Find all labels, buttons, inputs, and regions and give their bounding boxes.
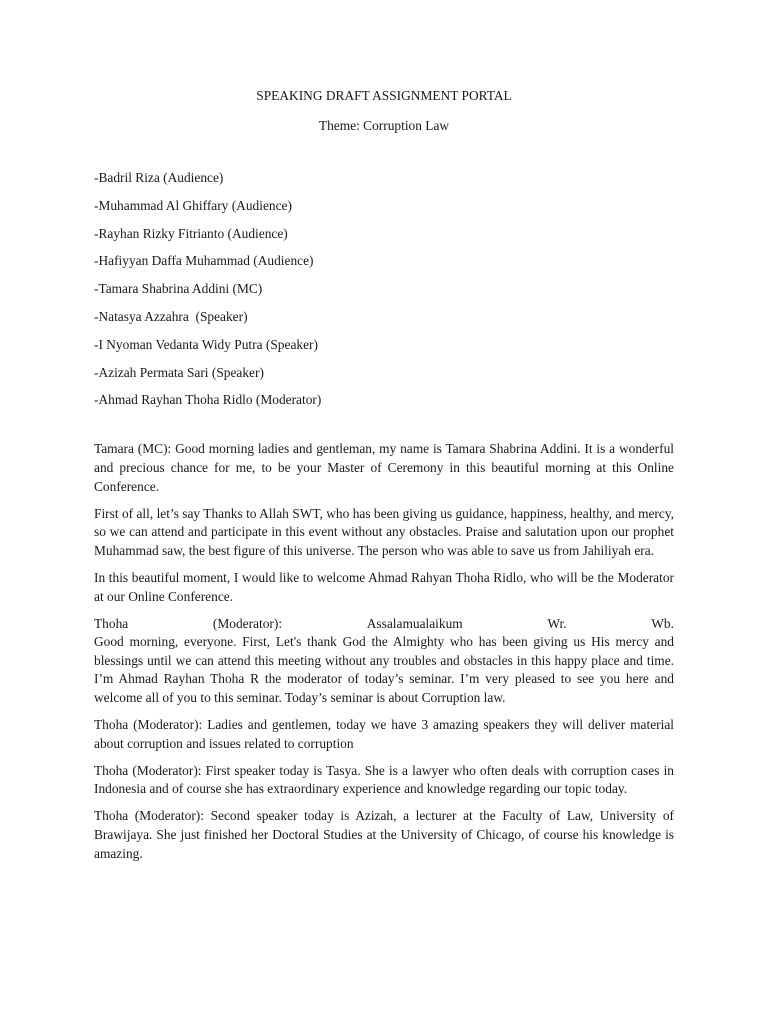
participant-item: -Hafiyyan Daffa Muhammad (Audience) — [94, 253, 314, 269]
head-word: Assalamualaikum — [366, 615, 463, 631]
paragraph-mc-opening: Tamara (MC): Good morning ladies and gentleman, my name is Tamara Shabrina Addini. It is a wonderful and precious chance for me, to be your Master of Ceremony in this beautiful morning at this Online Conference. — [94, 441, 674, 494]
moderator-intro-text: Good morning, everyone. First, Let's thank God the Almighty who has been giving us His mercy and blessings until we can attend this meeting without any troubles and obstacles in this happy place and time. I’m Ahmad Rayhan Thoha R the moderator of today’s seminar. I’m very pleased to see you here and welcome all of you to this seminar. Today’s seminar is about Corruption law. — [94, 634, 674, 705]
participant-item: -Muhammad Al Ghiffary (Audience) — [94, 197, 292, 213]
paragraph-speakers-intro: Thoha (Moderator): Ladies and gentlemen, today we have 3 amazing speakers they will deliver material about corruption and issues related to corruption — [94, 717, 674, 751]
participant-item: -Azizah Permata Sari (Speaker) — [94, 364, 264, 380]
head-word: (Moderator): — [212, 615, 283, 631]
script-body — [94, 440, 674, 863]
document-page — [94, 86, 674, 872]
participant-item: -I Nyoman Vedanta Widy Putra (Speaker) — [94, 336, 318, 352]
participant-item: -Rayhan Rizky Fitrianto (Audience) — [94, 225, 288, 241]
participant-item: -Badril Riza (Audience) — [94, 170, 224, 185]
head-word: Wb. — [651, 615, 674, 631]
moderator-intro-head — [94, 615, 674, 634]
paragraph-first-speaker: Thoha (Moderator): First speaker today is Tasya. She is a lawyer who often deals with corruption cases in Indonesia and of course she has extraordinary experience and knowledge regarding our topic today. — [94, 762, 674, 797]
head-word: Wr. — [547, 615, 567, 631]
paragraph-moderator-intro — [94, 615, 674, 708]
participant-item: -Natasya Azzahra (Speaker) — [94, 308, 248, 324]
document-theme: Theme: Corruption Law — [318, 118, 450, 133]
head-word: Thoha — [94, 615, 129, 631]
document-title: SPEAKING DRAFT ASSIGNMENT PORTAL — [256, 88, 512, 103]
paragraph-second-speaker: Thoha (Moderator): Second speaker today is Azizah, a lecturer at the Faculty of Law, University of Brawijaya. She just finished her Doctoral Studies at the University of Chicago, of course his knowledge is amazing. — [94, 808, 674, 861]
participant-item: -Tamara Shabrina Addini (MC) — [94, 281, 263, 297]
participant-item: -Ahmad Rayhan Thoha Ridlo (Moderator) — [94, 392, 322, 408]
paragraph-thanks: First of all, let’s say Thanks to Allah SWT, who has been giving us guidance, happiness, healthy, and mercy, so we can attend and participate in this event without any obstacles. Praise and salutation upon our prophet Muhammad saw, the best figure of this universe. The person who was able to save us from Jahiliyah era. — [94, 505, 674, 558]
participant-list — [94, 168, 674, 410]
paragraph-welcome-moderator: In this beautiful moment, I would like to welcome Ahmad Rahyan Thoha Ridlo, who will be the Moderator at our Online Conference. — [94, 569, 674, 604]
